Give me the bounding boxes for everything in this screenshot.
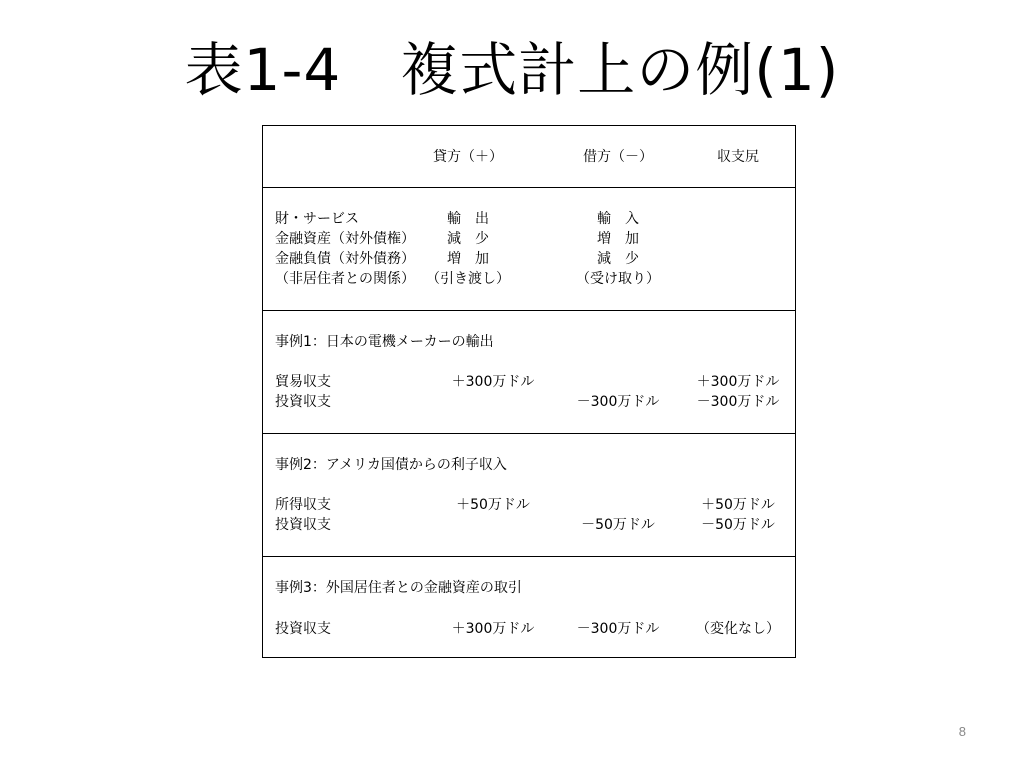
definition-credit: 増 加 bbox=[447, 251, 489, 267]
example-heading: 事例3：外国居住者との金融資産の取引 bbox=[275, 580, 522, 596]
row-balance: ＋300万ドル bbox=[696, 374, 780, 390]
table-header bbox=[263, 126, 795, 188]
example-2-section bbox=[263, 434, 795, 557]
row-balance: －50万ドル bbox=[701, 517, 775, 533]
definition-label: 金融負債（対外債務） bbox=[275, 251, 415, 267]
page-number: 8 bbox=[958, 724, 966, 739]
row-label: 投資収支 bbox=[275, 394, 331, 410]
header-debit: 借方（－） bbox=[583, 149, 653, 165]
row-balance: ＋50万ドル bbox=[701, 497, 775, 513]
double-entry-table bbox=[262, 125, 796, 658]
row-debit: －50万ドル bbox=[581, 517, 655, 533]
definition-label: 金融資産（対外債権） bbox=[275, 231, 415, 247]
definitions-section bbox=[263, 188, 795, 311]
row-credit: ＋50万ドル bbox=[456, 497, 530, 513]
row-credit: ＋300万ドル bbox=[451, 621, 535, 637]
header-credit: 貸方（＋） bbox=[433, 149, 503, 165]
definition-label: （非居住者との関係） bbox=[275, 271, 415, 287]
definition-credit: 減 少 bbox=[447, 231, 489, 247]
row-label: 所得収支 bbox=[275, 497, 331, 513]
row-label: 投資収支 bbox=[275, 621, 331, 637]
header-balance: 収支尻 bbox=[717, 149, 759, 165]
row-label: 投資収支 bbox=[275, 517, 331, 533]
row-debit: －300万ドル bbox=[576, 621, 660, 637]
row-balance: （変化なし） bbox=[696, 621, 780, 637]
definition-credit: （引き渡し） bbox=[426, 271, 510, 287]
definition-debit: （受け取り） bbox=[576, 271, 660, 287]
row-label: 貿易収支 bbox=[275, 374, 331, 390]
definition-debit: 減 少 bbox=[597, 251, 639, 267]
definition-credit: 輸 出 bbox=[447, 211, 489, 227]
example-heading: 事例1：日本の電機メーカーの輸出 bbox=[275, 334, 494, 350]
definition-debit: 増 加 bbox=[597, 231, 639, 247]
example-3-section bbox=[263, 557, 795, 659]
example-heading: 事例2：アメリカ国債からの利子収入 bbox=[275, 457, 507, 473]
definition-debit: 輸 入 bbox=[597, 211, 639, 227]
page-title: 表1-4 複式計上の例(1) bbox=[184, 36, 840, 104]
definition-label: 財・サービス bbox=[275, 211, 359, 227]
row-credit: ＋300万ドル bbox=[451, 374, 535, 390]
row-debit: －300万ドル bbox=[576, 394, 660, 410]
row-balance: －300万ドル bbox=[696, 394, 780, 410]
example-1-section bbox=[263, 311, 795, 434]
